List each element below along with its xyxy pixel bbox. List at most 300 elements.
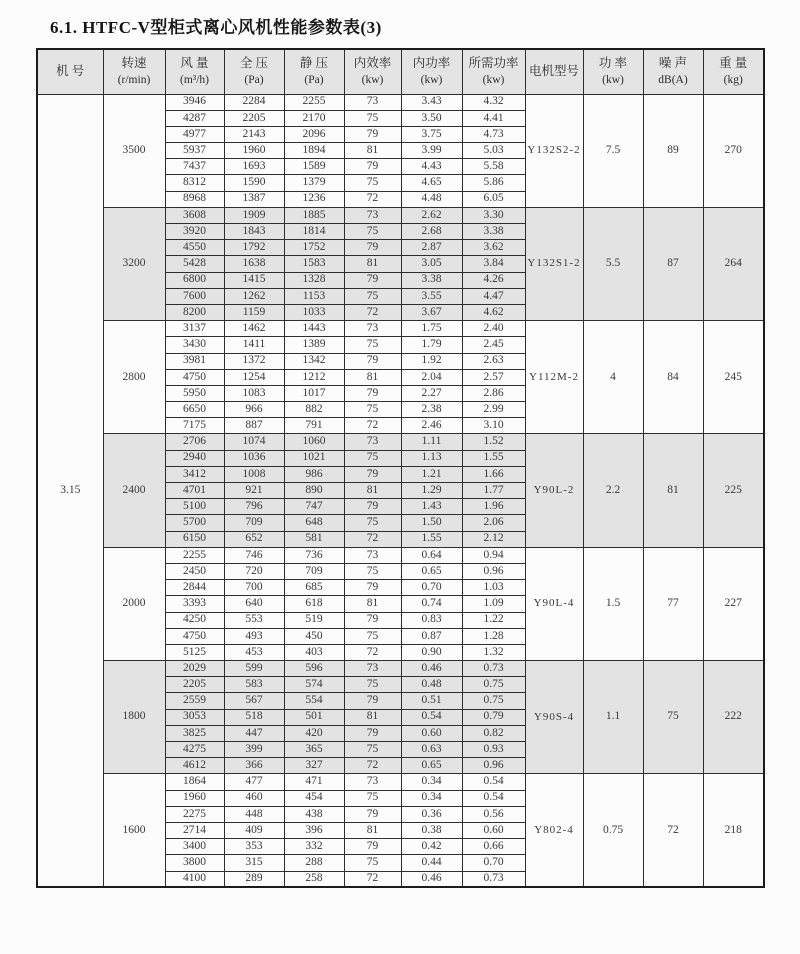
data-cell: 648 [284,515,344,531]
data-cell: 396 [284,822,344,838]
data-cell: 0.63 [401,742,462,758]
data-cell: 2.68 [401,224,462,240]
noise-cell: 81 [643,434,703,547]
data-cell: 3.67 [401,304,462,320]
data-cell: 1153 [284,288,344,304]
data-cell: 0.51 [401,693,462,709]
data-cell: 1159 [224,304,284,320]
data-cell: 8200 [165,304,224,320]
data-cell: 0.56 [462,806,525,822]
noise-cell: 77 [643,547,703,660]
data-cell: 583 [224,677,284,693]
table-row [37,661,764,677]
data-cell: 0.65 [401,758,462,774]
page-title: 6.1. HTFC-V型柜式离心风机性能参数表(3) [50,18,382,37]
col-header-4: 静 压 (Pa) [284,49,344,94]
motor-cell: Y90L-4 [525,547,583,660]
data-cell: 4750 [165,628,224,644]
data-cell: 72 [344,418,401,434]
data-cell: 1372 [224,353,284,369]
weight-cell: 218 [703,774,764,887]
speed-cell: 2800 [103,321,165,434]
data-cell: 79 [344,159,401,175]
data-cell: 3.84 [462,256,525,272]
data-cell: 0.36 [401,806,462,822]
data-cell: 0.75 [462,677,525,693]
data-cell: 2.86 [462,385,525,401]
data-cell: 882 [284,402,344,418]
power-cell: 1.5 [583,547,643,660]
data-cell: 5100 [165,499,224,515]
data-cell: 79 [344,499,401,515]
weight-cell: 227 [703,547,764,660]
data-cell: 75 [344,402,401,418]
data-cell: 0.34 [401,774,462,790]
data-cell: 1909 [224,207,284,223]
weight-cell: 245 [703,321,764,434]
data-cell: 0.38 [401,822,462,838]
data-cell: 1.43 [401,499,462,515]
data-cell: 5937 [165,143,224,159]
power-cell: 7.5 [583,94,643,207]
data-cell: 1328 [284,272,344,288]
data-cell: 3053 [165,709,224,725]
data-cell: 7175 [165,418,224,434]
noise-cell: 87 [643,207,703,320]
speed-cell: 3500 [103,94,165,207]
data-cell: 2.27 [401,385,462,401]
data-cell: 1.55 [401,531,462,547]
data-cell: 81 [344,822,401,838]
data-cell: 0.94 [462,547,525,563]
data-cell: 2143 [224,126,284,142]
data-cell: 709 [224,515,284,531]
data-cell: 2706 [165,434,224,450]
data-cell: 1752 [284,240,344,256]
data-cell: 2.04 [401,369,462,385]
data-cell: 4.65 [401,175,462,191]
data-cell: 0.83 [401,612,462,628]
data-cell: 79 [344,126,401,142]
data-cell: 2.45 [462,337,525,353]
data-cell: 1342 [284,353,344,369]
data-cell: 0.46 [401,661,462,677]
data-cell: 72 [344,758,401,774]
noise-cell: 72 [643,774,703,887]
data-cell: 447 [224,725,284,741]
data-cell: 72 [344,531,401,547]
data-cell: 0.48 [401,677,462,693]
data-cell: 0.93 [462,742,525,758]
table-body [37,94,764,887]
data-cell: 332 [284,839,344,855]
data-cell: 3946 [165,94,224,110]
data-cell: 599 [224,661,284,677]
data-cell: 5950 [165,385,224,401]
data-cell: 0.66 [462,839,525,855]
data-cell: 0.64 [401,547,462,563]
data-cell: 1.11 [401,434,462,450]
data-cell: 3825 [165,725,224,741]
col-header-1: 转速 (r/min) [103,49,165,94]
data-cell: 3.99 [401,143,462,159]
data-cell: 2.06 [462,515,525,531]
data-cell: 1379 [284,175,344,191]
col-header-0: 机 号 [37,49,103,94]
data-cell: 1814 [284,224,344,240]
power-cell: 5.5 [583,207,643,320]
data-cell: 460 [224,790,284,806]
data-cell: 453 [224,644,284,660]
data-cell: 73 [344,547,401,563]
data-cell: 1033 [284,304,344,320]
fan-performance-table [36,48,765,888]
data-cell: 1411 [224,337,284,353]
data-cell: 4.48 [401,191,462,207]
data-cell: 1236 [284,191,344,207]
data-cell: 1.22 [462,612,525,628]
data-cell: 1415 [224,272,284,288]
data-cell: 2.63 [462,353,525,369]
data-cell: 6.05 [462,191,525,207]
data-cell: 75 [344,790,401,806]
data-cell: 2.99 [462,402,525,418]
data-cell: 1.92 [401,353,462,369]
data-cell: 5700 [165,515,224,531]
data-cell: 1792 [224,240,284,256]
data-cell: 75 [344,337,401,353]
data-cell: 327 [284,758,344,774]
data-cell: 1.32 [462,644,525,660]
motor-cell: Y90S-4 [525,661,583,774]
data-cell: 81 [344,596,401,612]
data-cell: 3.10 [462,418,525,434]
data-cell: 81 [344,709,401,725]
weight-cell: 264 [703,207,764,320]
speed-cell: 2400 [103,434,165,547]
data-cell: 3.75 [401,126,462,142]
data-cell: 3400 [165,839,224,855]
data-cell: 736 [284,547,344,563]
motor-cell: Y90L-2 [525,434,583,547]
data-cell: 73 [344,94,401,110]
data-cell: 2096 [284,126,344,142]
data-cell: 81 [344,143,401,159]
data-cell: 2170 [284,110,344,126]
data-cell: 3412 [165,466,224,482]
power-cell: 0.75 [583,774,643,887]
data-cell: 4750 [165,369,224,385]
motor-cell: Y802-4 [525,774,583,887]
data-cell: 1960 [224,143,284,159]
data-cell: 315 [224,855,284,871]
power-cell: 1.1 [583,661,643,774]
data-cell: 553 [224,612,284,628]
data-cell: 0.74 [401,596,462,612]
data-cell: 4612 [165,758,224,774]
data-cell: 709 [284,563,344,579]
data-cell: 1.66 [462,466,525,482]
data-cell: 4275 [165,742,224,758]
data-cell: 72 [344,644,401,660]
data-cell: 4.43 [401,159,462,175]
data-cell: 0.60 [401,725,462,741]
data-cell: 4.26 [462,272,525,288]
data-cell: 3.55 [401,288,462,304]
data-cell: 75 [344,742,401,758]
data-cell: 567 [224,693,284,709]
data-cell: 1885 [284,207,344,223]
data-cell: 0.87 [401,628,462,644]
data-cell: 0.96 [462,563,525,579]
data-cell: 554 [284,693,344,709]
data-cell: 1083 [224,385,284,401]
data-cell: 477 [224,774,284,790]
data-cell: 3393 [165,596,224,612]
data-cell: 3.38 [462,224,525,240]
table-row [37,94,764,110]
data-cell: 887 [224,418,284,434]
data-cell: 75 [344,450,401,466]
weight-cell: 222 [703,661,764,774]
data-cell: 0.82 [462,725,525,741]
data-cell: 1693 [224,159,284,175]
data-cell: 596 [284,661,344,677]
noise-cell: 75 [643,661,703,774]
data-cell: 0.44 [401,855,462,871]
table-row [37,321,764,337]
data-cell: 1.13 [401,450,462,466]
data-cell: 403 [284,644,344,660]
data-cell: 1074 [224,434,284,450]
data-cell: 1262 [224,288,284,304]
table-row [37,774,764,790]
data-cell: 79 [344,240,401,256]
data-cell: 1254 [224,369,284,385]
speed-cell: 3200 [103,207,165,320]
motor-cell: Y132S2-2 [525,94,583,207]
data-cell: 3.62 [462,240,525,256]
data-cell: 2450 [165,563,224,579]
data-cell: 3.30 [462,207,525,223]
data-cell: 72 [344,871,401,887]
data-cell: 438 [284,806,344,822]
data-cell: 73 [344,207,401,223]
data-cell: 79 [344,385,401,401]
data-cell: 0.65 [401,563,462,579]
data-cell: 2205 [165,677,224,693]
data-cell: 4550 [165,240,224,256]
data-cell: 1589 [284,159,344,175]
power-cell: 2.2 [583,434,643,547]
data-cell: 921 [224,483,284,499]
data-cell: 966 [224,402,284,418]
data-cell: 420 [284,725,344,741]
data-cell: 4.41 [462,110,525,126]
power-cell: 4 [583,321,643,434]
data-cell: 365 [284,742,344,758]
data-cell: 2844 [165,580,224,596]
data-cell: 1843 [224,224,284,240]
data-cell: 72 [344,304,401,320]
data-cell: 6650 [165,402,224,418]
data-cell: 353 [224,839,284,855]
data-cell: 4100 [165,871,224,887]
motor-cell: Y112M-2 [525,321,583,434]
data-cell: 3920 [165,224,224,240]
data-cell: 3137 [165,321,224,337]
table-row [37,434,764,450]
data-cell: 0.46 [401,871,462,887]
data-cell: 448 [224,806,284,822]
noise-cell: 84 [643,321,703,434]
data-cell: 0.54 [401,709,462,725]
data-cell: 640 [224,596,284,612]
data-cell: 700 [224,580,284,596]
data-cell: 501 [284,709,344,725]
data-cell: 0.34 [401,790,462,806]
data-cell: 581 [284,531,344,547]
data-cell: 4701 [165,483,224,499]
col-header-7: 所需功率 (kw) [462,49,525,94]
data-cell: 5428 [165,256,224,272]
data-cell: 75 [344,515,401,531]
data-cell: 3.50 [401,110,462,126]
data-cell: 1021 [284,450,344,466]
data-cell: 409 [224,822,284,838]
data-cell: 4287 [165,110,224,126]
data-cell: 1036 [224,450,284,466]
data-cell: 2.62 [401,207,462,223]
col-header-10: 噪 声 dB(A) [643,49,703,94]
data-cell: 1894 [284,143,344,159]
data-cell: 3.43 [401,94,462,110]
data-cell: 73 [344,321,401,337]
data-cell: 1443 [284,321,344,337]
data-cell: 519 [284,612,344,628]
data-cell: 75 [344,628,401,644]
data-cell: 79 [344,693,401,709]
data-cell: 0.70 [401,580,462,596]
data-cell: 450 [284,628,344,644]
data-cell: 1583 [284,256,344,272]
data-cell: 6800 [165,272,224,288]
data-cell: 1.52 [462,434,525,450]
data-cell: 399 [224,742,284,758]
data-cell: 493 [224,628,284,644]
data-cell: 0.54 [462,774,525,790]
data-cell: 2.38 [401,402,462,418]
data-cell: 1387 [224,191,284,207]
data-cell: 1462 [224,321,284,337]
data-cell: 288 [284,855,344,871]
data-cell: 75 [344,563,401,579]
data-cell: 4.73 [462,126,525,142]
data-cell: 986 [284,466,344,482]
data-cell: 8312 [165,175,224,191]
col-header-11: 重 量 (kg) [703,49,764,94]
col-header-8: 电机型号 [525,49,583,94]
data-cell: 366 [224,758,284,774]
data-cell: 1.50 [401,515,462,531]
data-cell: 75 [344,855,401,871]
data-cell: 1.96 [462,499,525,515]
data-cell: 471 [284,774,344,790]
data-cell: 2284 [224,94,284,110]
data-cell: 890 [284,483,344,499]
machine-no-cell: 3.15 [37,94,103,887]
data-cell: 1.55 [462,450,525,466]
data-cell: 1864 [165,774,224,790]
data-cell: 1.21 [401,466,462,482]
data-cell: 0.75 [462,693,525,709]
data-cell: 1.28 [462,628,525,644]
data-cell: 3430 [165,337,224,353]
speed-cell: 2000 [103,547,165,660]
data-cell: 79 [344,725,401,741]
data-cell: 79 [344,272,401,288]
data-cell: 1638 [224,256,284,272]
data-cell: 258 [284,871,344,887]
data-cell: 75 [344,110,401,126]
table-row [37,547,764,563]
data-cell: 685 [284,580,344,596]
data-cell: 2.46 [401,418,462,434]
motor-cell: Y132S1-2 [525,207,583,320]
data-cell: 6150 [165,531,224,547]
data-cell: 8968 [165,191,224,207]
data-cell: 1.09 [462,596,525,612]
data-cell: 720 [224,563,284,579]
data-cell: 2.57 [462,369,525,385]
data-cell: 7437 [165,159,224,175]
data-cell: 2275 [165,806,224,822]
data-cell: 2.87 [401,240,462,256]
data-cell: 0.54 [462,790,525,806]
weight-cell: 225 [703,434,764,547]
data-cell: 1.77 [462,483,525,499]
data-cell: 0.70 [462,855,525,871]
data-cell: 79 [344,806,401,822]
data-cell: 5.58 [462,159,525,175]
data-cell: 2940 [165,450,224,466]
data-cell: 75 [344,677,401,693]
data-cell: 747 [284,499,344,515]
data-cell: 0.42 [401,839,462,855]
data-cell: 0.79 [462,709,525,725]
data-cell: 4977 [165,126,224,142]
data-cell: 72 [344,191,401,207]
table-row [37,207,764,223]
data-cell: 746 [224,547,284,563]
data-cell: 518 [224,709,284,725]
data-cell: 1960 [165,790,224,806]
data-cell: 0.90 [401,644,462,660]
data-cell: 1.79 [401,337,462,353]
data-cell: 5.03 [462,143,525,159]
data-cell: 75 [344,175,401,191]
data-cell: 1008 [224,466,284,482]
data-cell: 75 [344,224,401,240]
data-cell: 3.38 [401,272,462,288]
data-cell: 73 [344,434,401,450]
col-header-6: 内功率 (kw) [401,49,462,94]
weight-cell: 270 [703,94,764,207]
data-cell: 2714 [165,822,224,838]
speed-cell: 1600 [103,774,165,887]
data-cell: 2255 [284,94,344,110]
data-cell: 79 [344,839,401,855]
